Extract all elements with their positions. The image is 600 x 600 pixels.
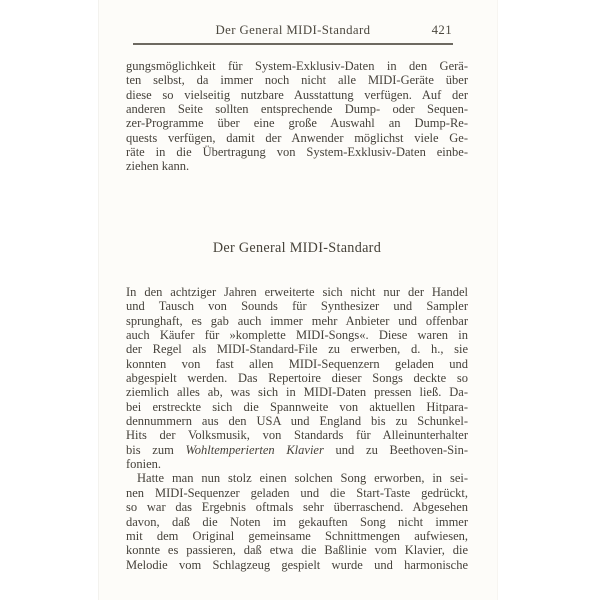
page-number: 421 xyxy=(431,23,452,37)
text-line: fonien. xyxy=(126,457,162,472)
text-line: mit dem Original gemeinsame Schnittmengen aufwiesen, xyxy=(126,528,468,543)
text-line: so war das Ergebnis oftmals sehr überraschend. Abgesehen xyxy=(126,500,468,515)
text-line: dennummern aus den USA und England bis zu Schunkel- xyxy=(126,414,468,429)
text-line: Hatte man nun stolz einen solchen Song erworben, in sei- xyxy=(137,471,468,486)
text-line: ten selbst, da immer noch nicht alle MIDI-Geräte über xyxy=(126,73,468,88)
paragraph-continuation xyxy=(126,59,468,174)
text-line: bis zum Wohltemperierten Klavier und zu Beethoven-Sin- xyxy=(126,442,468,457)
running-header xyxy=(133,23,453,39)
text-line: Hits der Volksmusik, von Standards für Alleinunterhalter xyxy=(126,428,468,443)
text-line: ziehen kann. xyxy=(126,159,190,174)
text-line: quests verfügen, damit der Anwender möglichst viele Ge- xyxy=(126,130,468,145)
text-line: abgespielt werden. Das Repertoire dieser Songs deckte so xyxy=(126,371,468,386)
text-line: diese so vielseitig nutzbare Ausstattung verfügen. Auf der xyxy=(126,87,468,102)
text-line: ziemlich alles ab, was sich in MIDI-Daten pressen ließ. Da- xyxy=(126,385,468,400)
text-line: In den achtziger Jahren erweiterte sich nicht nur der Handel xyxy=(126,285,468,299)
text-line: und Tausch von Sounds für Synthesizer und Sampler xyxy=(126,299,468,314)
book-page xyxy=(98,0,498,600)
section-heading: Der General MIDI-Standard xyxy=(212,240,382,256)
text-line: gungsmöglichkeit für System-Exklusiv-Daten in den Gerä- xyxy=(126,59,468,73)
text-column-top xyxy=(126,59,468,174)
text-column-bottom xyxy=(126,285,468,572)
paragraph-song-playback xyxy=(126,471,468,571)
text-line: sprunghaft, es gab auch immer mehr Anbieter und offenbar xyxy=(126,313,468,328)
paragraph-midi-songs xyxy=(126,285,468,471)
running-header-title: Der General MIDI-Standard xyxy=(215,23,371,37)
text-line: zer-Programme über eine große Auswahl an Dump-Re- xyxy=(126,116,468,131)
header-rule xyxy=(133,43,453,45)
text-line: konnten von fast allen MIDI-Sequenzern geladen und xyxy=(126,356,468,371)
text-line: nen MIDI-Sequenzer geladen und die Start-Taste gedrückt, xyxy=(126,485,468,500)
text-line: davon, daß die Noten im gekauften Song nicht immer xyxy=(126,514,468,529)
text-line: räte in die Übertragung von System-Exklusiv-Daten einbe- xyxy=(126,145,468,160)
text-line: auch Käufer für »komplette MIDI-Songs«. Diese waren in xyxy=(126,328,468,343)
text-line: konnte es passieren, daß etwa die Baßlinie vom Klavier, die xyxy=(126,543,468,558)
text-line: der Regel als MIDI-Standard-File zu erwerben, d. h., sie xyxy=(126,342,468,357)
text-line: anderen Seite sollten entsprechende Dump- oder Sequen- xyxy=(126,102,468,117)
text-line: bei erstreckte sich die Spannweite von aktuellen Hitpara- xyxy=(126,399,468,414)
text-line: Melodie vom Schlagzeug gespielt wurde und harmonische xyxy=(126,557,468,572)
italic-phrase: Wohltemperierten Klavier xyxy=(185,442,324,457)
